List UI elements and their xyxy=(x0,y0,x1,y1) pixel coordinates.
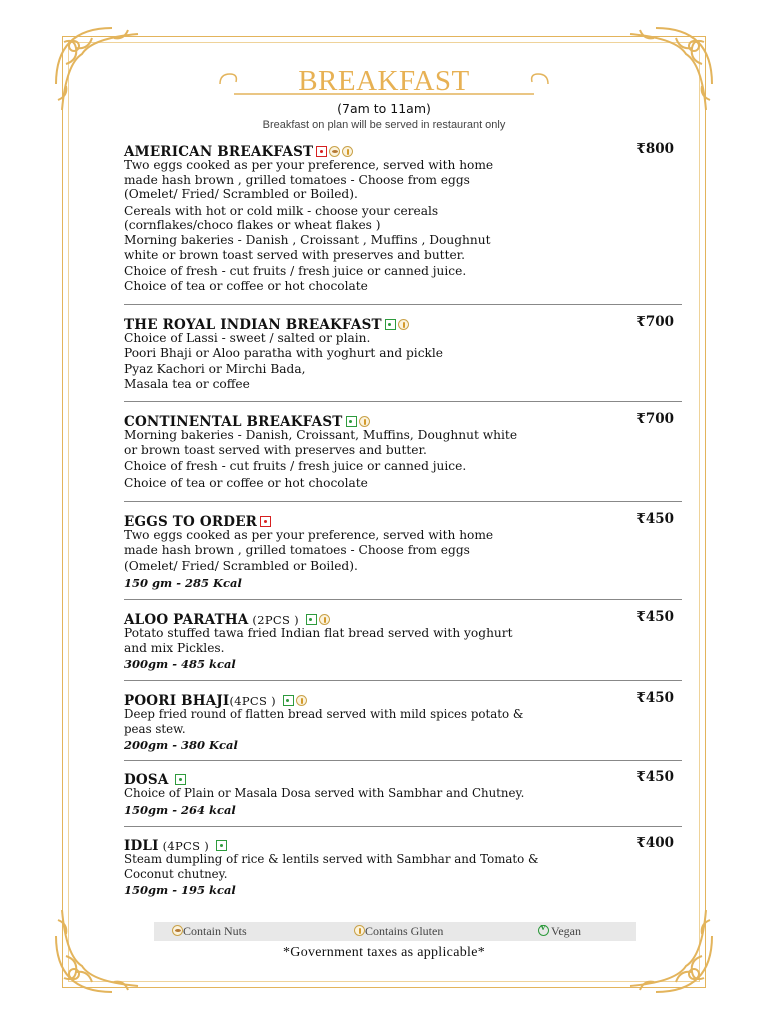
item-description: (Omelet/ Fried/ Scrambled or Boiled). xyxy=(124,559,358,574)
non-veg-icon xyxy=(316,146,327,157)
legend-vegan-label: Vegan xyxy=(551,924,581,938)
item-description: peas stew. xyxy=(124,721,186,736)
menu-item xyxy=(124,411,674,490)
divider xyxy=(124,304,682,305)
item-description: Two eggs cooked as per your preference, served with home xyxy=(124,158,494,172)
item-description: made hash brown , grilled tomatoes - Choose from eggs xyxy=(124,542,470,557)
item-price: ₹450 xyxy=(636,769,674,785)
item-quantity: (4PCS ) xyxy=(158,839,214,853)
divider xyxy=(124,501,682,502)
gluten-icon xyxy=(359,416,370,427)
item-kcal: 150 gm - 285 Kcal xyxy=(124,575,242,590)
gluten-icon xyxy=(296,695,307,706)
menu-item xyxy=(124,609,674,672)
item-price: ₹700 xyxy=(636,314,674,330)
item-description: and mix Pickles. xyxy=(124,640,225,655)
item-description: Choice of Plain or Masala Dosa served with Sambhar and Chutney. xyxy=(124,786,525,800)
divider xyxy=(124,760,682,761)
item-description: Steam dumpling of rice & lentils served with Sambhar and Tomato & xyxy=(124,852,539,866)
legend-nuts-label: Contain Nuts xyxy=(183,924,247,938)
divider xyxy=(124,599,682,600)
non-veg-icon xyxy=(260,516,271,527)
item-description: Morning bakeries - Danish, Croissant, Muffins, Doughnut white xyxy=(124,428,518,442)
item-name: AMERICAN BREAKFAST xyxy=(124,144,314,160)
veg-icon xyxy=(216,840,227,851)
divider xyxy=(124,680,682,681)
divider xyxy=(124,826,682,827)
item-description: Potato stuffed tawa fried Indian flat bread served with yoghurt xyxy=(124,626,513,640)
gluten-icon xyxy=(398,319,409,330)
item-price: ₹450 xyxy=(636,609,674,625)
item-description: Cereals with hot or cold milk - choose your cereals xyxy=(124,203,439,218)
veg-icon xyxy=(175,774,186,785)
item-kcal: 150gm - 195 kcal xyxy=(124,883,236,898)
item-name: ALOO PARATHA xyxy=(124,612,249,628)
item-description: Coconut chutney. xyxy=(124,866,228,881)
item-description: Morning bakeries - Danish , Croissant , Muffins , Doughnut xyxy=(124,232,491,247)
title-ornament xyxy=(214,64,554,100)
item-description: Two eggs cooked as per your preference, served with home xyxy=(124,528,494,542)
item-description: Deep fried round of flatten bread served with mild spices potato & xyxy=(124,707,524,721)
item-name: IDLI xyxy=(124,838,159,854)
item-kcal: 300gm - 485 kcal xyxy=(124,657,236,672)
nuts-icon xyxy=(329,146,340,157)
legend-bar xyxy=(154,922,636,941)
legend-vegan xyxy=(538,924,581,939)
item-description: Choice of fresh - cut fruits / fresh juice or canned juice. xyxy=(124,459,467,474)
item-description: Choice of tea or coffee or hot chocolate xyxy=(124,475,368,490)
item-name: POORI BHAJI xyxy=(124,693,230,709)
legend-gluten xyxy=(354,924,443,939)
item-kcal: 150gm - 264 kcal xyxy=(124,802,236,817)
gluten-icon xyxy=(319,614,330,625)
veg-icon xyxy=(385,319,396,330)
menu-item xyxy=(124,511,674,591)
item-name: THE ROYAL INDIAN BREAKFAST xyxy=(124,317,382,333)
menu-item xyxy=(124,141,674,293)
item-description: Pyaz Kachori or Mirchi Bada, xyxy=(124,362,306,377)
item-price: ₹800 xyxy=(636,141,674,157)
item-name: DOSA xyxy=(124,772,169,788)
item-description: Poori Bhaji or Aloo paratha with yoghurt and pickle xyxy=(124,345,444,360)
veg-icon xyxy=(346,416,357,427)
item-name: CONTINENTAL BREAKFAST xyxy=(124,414,343,430)
menu-item xyxy=(124,769,674,818)
item-quantity: (2PCS ) xyxy=(248,613,303,627)
item-price: ₹400 xyxy=(636,835,674,851)
taxes-note: *Government taxes as applicable* xyxy=(282,945,486,960)
menu-item xyxy=(124,835,674,898)
item-kcal: 200gm - 380 Kcal xyxy=(124,738,238,753)
item-name: EGGS TO ORDER xyxy=(124,514,258,530)
item-description: Choice of tea or coffee or hot chocolate xyxy=(124,278,368,293)
legend-nuts xyxy=(172,924,247,939)
veg-icon xyxy=(306,614,317,625)
item-price: ₹450 xyxy=(636,511,674,527)
item-quantity xyxy=(169,773,173,787)
item-description: Choice of fresh - cut fruits / fresh juice or canned juice. xyxy=(124,264,467,279)
vegan-icon xyxy=(538,925,549,936)
item-description: white or brown toast served with preserves and butter. xyxy=(124,247,466,262)
veg-icon xyxy=(283,695,294,706)
nuts-icon xyxy=(172,925,183,936)
service-hours: (7am to 11am) xyxy=(337,101,431,116)
item-description: (cornflakes/choco flakes or wheat flakes ) xyxy=(124,218,381,233)
item-description: made hash brown , grilled tomatoes - Choose from eggs xyxy=(124,172,470,187)
page-title: BREAKFAST xyxy=(298,65,470,97)
item-quantity: (4PCS ) xyxy=(229,694,280,708)
item-description: Choice of Lassi - sweet / salted or plain. xyxy=(124,331,371,345)
legend-gluten-label: Contains Gluten xyxy=(365,924,444,938)
item-price: ₹450 xyxy=(636,690,674,706)
menu-item xyxy=(124,314,674,391)
item-description: (Omelet/ Fried/ Scrambled or Boiled). xyxy=(124,187,358,202)
item-price: ₹700 xyxy=(636,411,674,427)
gluten-icon xyxy=(342,146,353,157)
divider xyxy=(124,401,682,402)
gluten-icon xyxy=(354,925,365,936)
service-note: Breakfast on plan will be served in restaurant only xyxy=(262,119,506,131)
item-description: or brown toast served with preserves and butter. xyxy=(124,442,427,457)
item-description: Masala tea or coffee xyxy=(124,376,250,391)
menu-item xyxy=(124,690,674,753)
